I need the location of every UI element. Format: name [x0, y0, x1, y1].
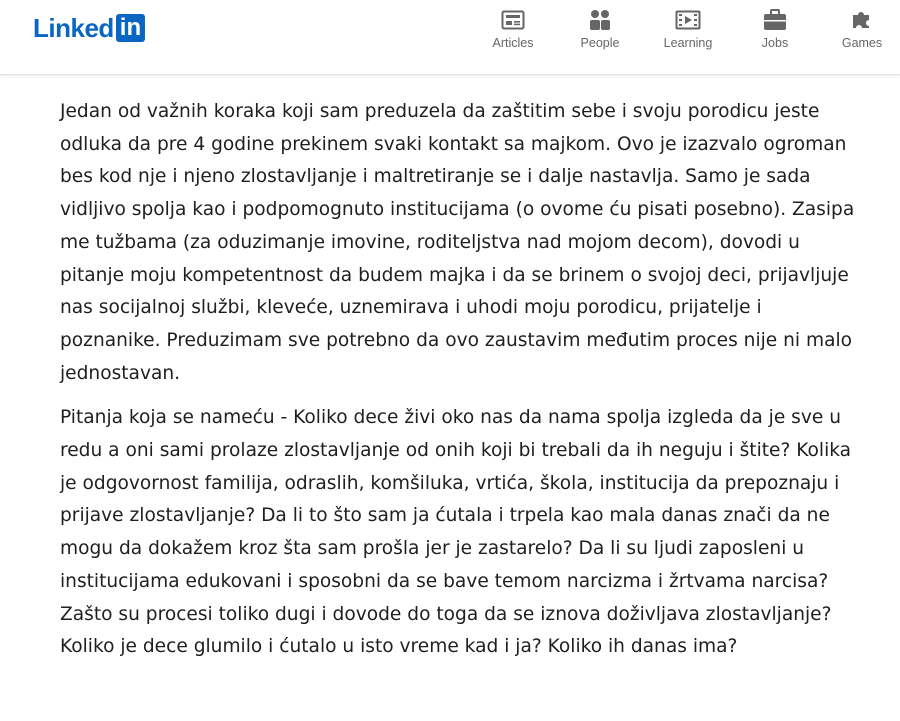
article-paragraph-2: Pitanja koja se nameću - Koliko dece živi oko nas da nama spolja izgleda da je sve u redu a oni sami prolaze zlostavljanje od onih koji bi trebali da ih neguju i štite? Kolika je odgovornost familija, odraslih, komšiluka, vrtića, škola, institucija da prepoznaju i prijave zlostavljanje? Da li to što sam ja ćutala i trpela kao mala danas znači da ne mogu da dokažem kroz šta sam prošla jer je zastarelo? Da li su ljudi zaposleni u institucijama edukovani i sposobni da se bave temom narcizma i žrtvama narcisa? Zašto su procesi toliko dugi i dovode do toga da se iznova doživljava zlostavljanje? Koliko je dece glumilo i ćutalo u isto vreme kad i ja? Koliko ih danas ima?	[60, 407, 852, 658]
articles-icon	[500, 8, 526, 32]
logo-in-box: in	[116, 14, 145, 42]
learning-icon	[675, 8, 701, 32]
top-navigation-bar	[0, 0, 900, 75]
article-paragraph-1: Jedan od važnih koraka koji sam preduzela da zaštitim sebe i svoju porodicu jeste odluka da pre 4 godine prekinem svaki kontakt sa majkom. Ovo je izazvalo ogroman bes kod nje i njeno zlostavljanje i maltretiranje se i dalje nastavlja. Samo je sada vidljivo spolja kao i podpomognuto institucijama (o ovome ću pisati posebno). Zasipa me tužbama (za oduzimanje imovine, roditeljstva nad mojom decom), dovodi u pitanje moju kompetentnost da budem majka i da se brinem o svojoj deci, prijavljuje nas socijalnoj službi, kleveće, uznemirava i uhodi moju porodicu, prijatelje i poznanike. Preduzimam sve potrebno da ovo zaustavim međutim proces nije ni malo jednostavan.	[60, 101, 855, 384]
nav-learning-label: Learning	[663, 36, 713, 50]
games-icon	[849, 8, 875, 32]
nav-jobs-label: Jobs	[761, 36, 789, 50]
nav-games[interactable]	[832, 8, 892, 58]
nav-learning[interactable]	[656, 8, 720, 58]
nav-jobs[interactable]	[745, 8, 805, 58]
people-icon	[587, 8, 613, 32]
nav-articles-label: Articles	[492, 36, 534, 50]
nav-articles[interactable]	[485, 8, 541, 58]
logo-wordmark: Linked	[33, 13, 114, 43]
jobs-icon	[762, 8, 788, 32]
linkedin-logo[interactable]	[33, 13, 145, 43]
nav-people[interactable]	[572, 8, 628, 58]
nav-people-label: People	[580, 36, 620, 50]
nav-games-label: Games	[841, 36, 883, 50]
article-body	[60, 96, 868, 676]
